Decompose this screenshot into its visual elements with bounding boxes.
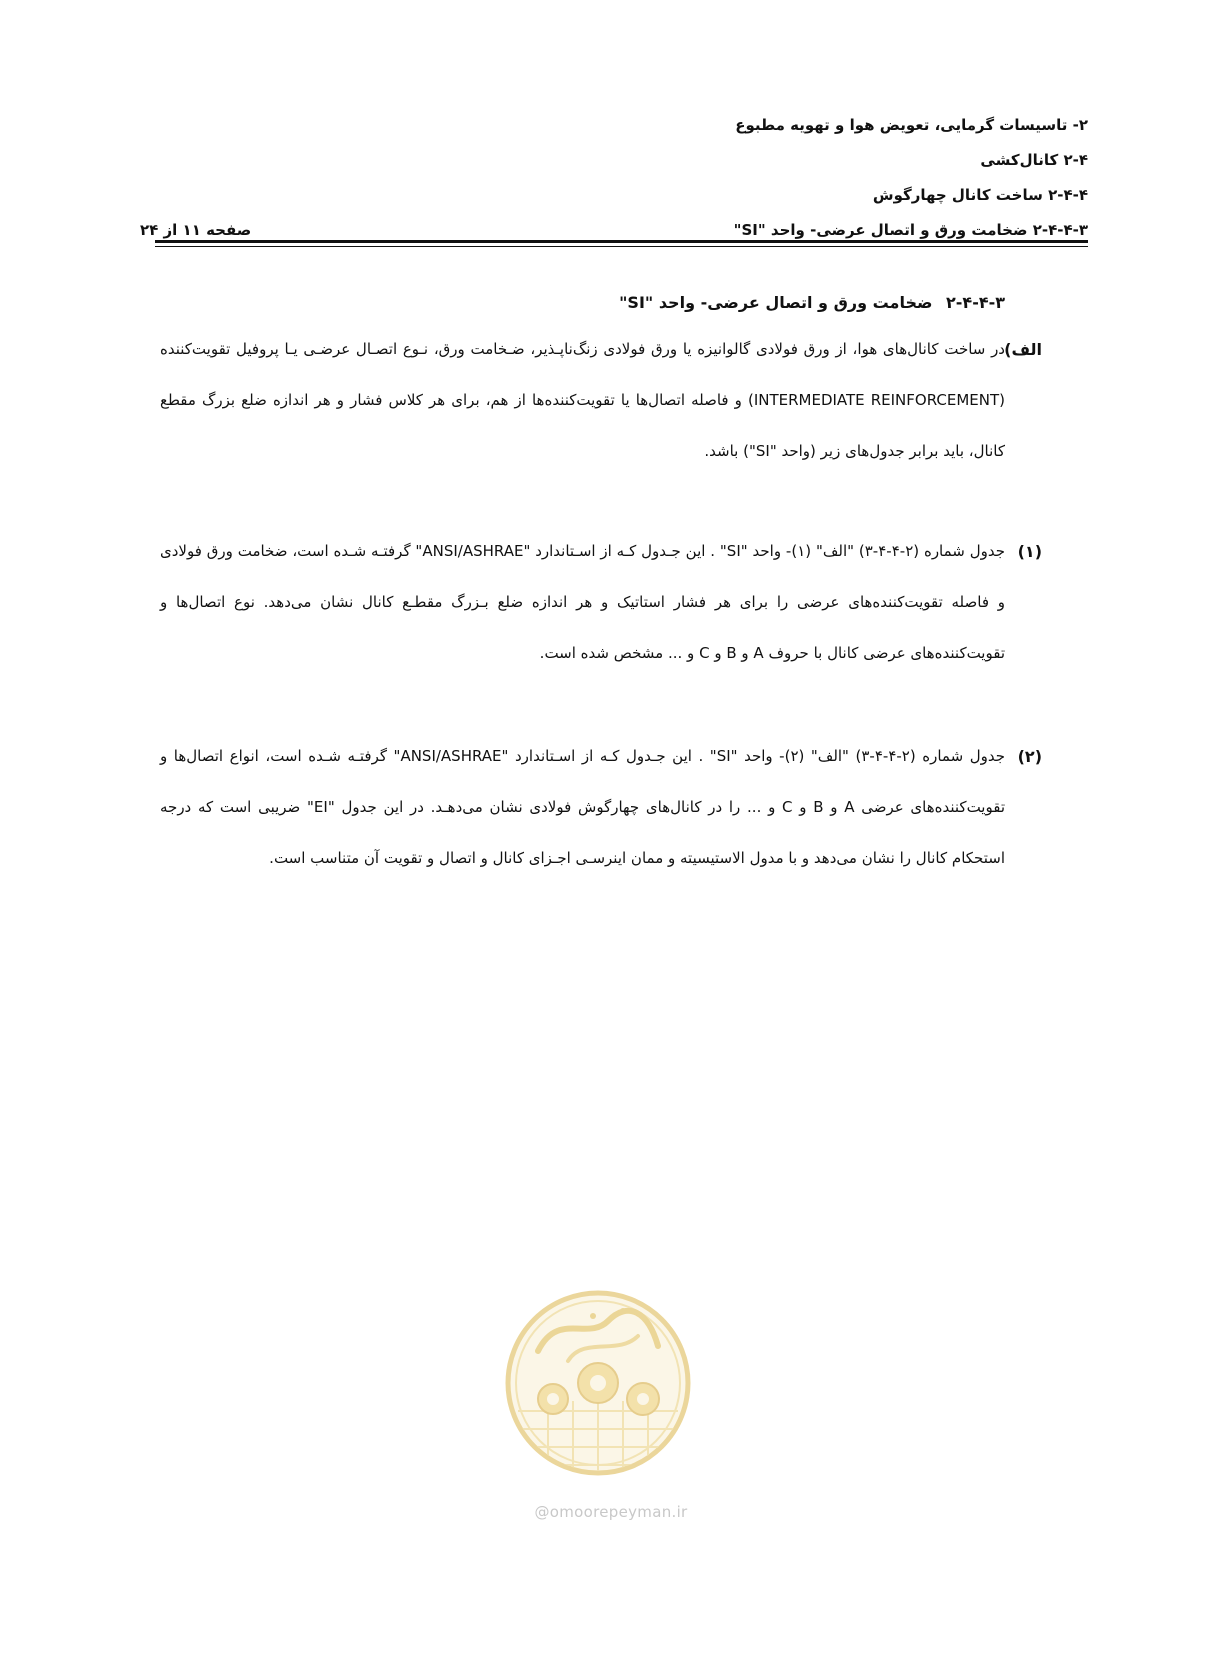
paragraph-text: در ساخت کانال‌های هوا، از ورق فولادی گالوانیزه یا ورق فولادی زنگ‌ناپـذیر، ضـخامت ورق، نـوع اتصـال عرضـی یـا پروفیل تقویت‌کننده (INTERMEDIATE REINFORCEMENT) و فاصله اتصال‌ها یا تقویت‌کننده‌ها از هم، برای هر کلاس فشار و هر اندازه ضلع بزرگ مقطع کانال، باید برابر جدول‌های زیر (واحد "SI") باشد. [160, 340, 1005, 460]
header-divider-thin [155, 246, 1088, 247]
header-chapter: ۲- تاسیسات گرمایی، تعویض هوا و تهویه مطبوع [735, 116, 1088, 134]
paragraph-lead: الف) [1004, 340, 1042, 359]
paragraph-item-1 [160, 526, 1042, 679]
header-subsubsection: ۲-۴-۴-۳ ضخامت ورق و اتصال عرضی- واحد "SI" [733, 221, 1088, 239]
paragraph-lead: (۲) [1017, 747, 1042, 766]
paragraph-lead: (۱) [1017, 542, 1042, 561]
running-header [140, 108, 1088, 248]
section-title [160, 288, 1228, 318]
paragraph-item-2 [160, 731, 1042, 884]
section-title-number: ۲-۴-۴-۳ [946, 293, 1005, 312]
body-content [160, 288, 1042, 884]
section-title-text: ضخامت ورق و اتصال عرضی- واحد "SI" [619, 293, 933, 312]
header-divider-thick [155, 240, 1088, 243]
paragraph-text: جدول شماره (۲-۴-۴-۳) "الف" (۱)- واحد "SI" . این جـدول کـه از اسـتاندارد "ANSI/ASHRAE" گرفتـه شـده است، ضخامت ورق فولادی و فاصله تقویت‌کننده‌های عرضی را برای هر فشار استاتیک و هر اندازه ضلع بـزرگ مقطـع کانال نشان می‌دهد. نوع اتصال‌ها و تقویت‌کننده‌های عرضی کانال با حروف A و B و C و ... مشخص شده است. [160, 542, 1006, 662]
watermark-logo-icon [498, 1281, 698, 1486]
page-number: صفحه ۱۱ از ۲۴ [140, 221, 252, 239]
header-section: ۲-۴ کانال‌کشی [980, 151, 1088, 169]
paragraph-text: جدول شماره (۲-۴-۴-۳) "الف" (۲)- واحد "SI" . این جـدول کـه از اسـتاندارد "ANSI/ASHRAE" گرفتـه شـده است، انواع اتصال‌ها و تقویت‌کننده‌های عرضی A و B و C و ... را در کانال‌های چهارگوش فولادی نشان می‌دهـد. در این جدول "EI" ضریبی است که درجه استحکام کانال را نشان می‌دهد و با مدول الاستیسیته و ممان اینرسـی اجـزای کانال و اتصال و تقویت آن متناسب است. [160, 747, 1005, 867]
paragraph-alef [160, 324, 1042, 477]
header-subsection: ۲-۴-۴ ساخت کانال چهارگوش [872, 186, 1088, 204]
watermark-url: @omoorepeyman.ir [534, 1503, 688, 1521]
